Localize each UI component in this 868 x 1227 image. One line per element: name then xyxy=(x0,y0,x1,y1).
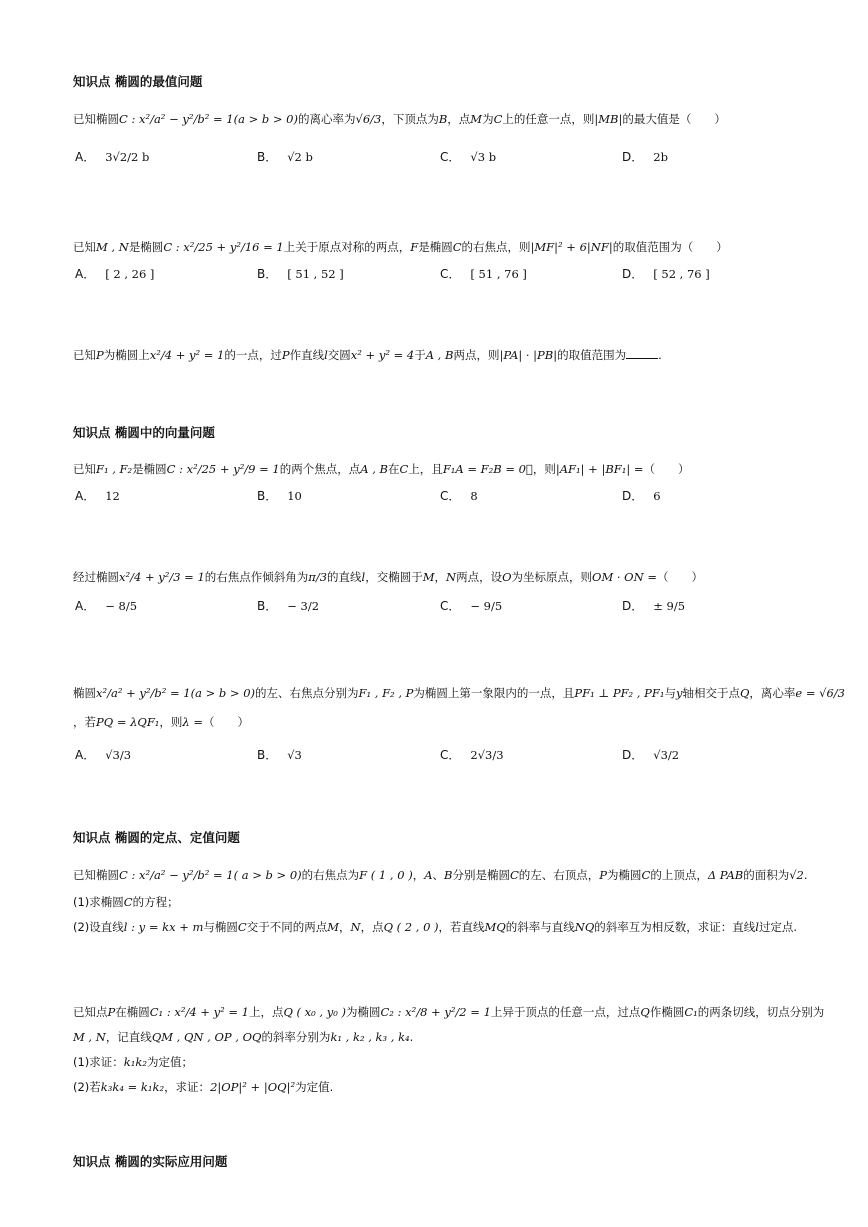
math-expr: C : x²/a² − y²/b² = 1(a > b > 0) xyxy=(119,112,298,126)
option-b[interactable]: B． √2 b xyxy=(257,150,313,164)
question-6-stem-line-2: ，若PQ = λQF₁，则λ =（ ） xyxy=(73,715,250,729)
section-title-fixed-point: 知识点 椭圆的定点、定值问题 xyxy=(73,830,240,845)
option-a[interactable]: A． [ 2 , 26 ] xyxy=(75,267,155,281)
question-7-stem: 已知椭圆C : x²/a² − y²/b² = 1( a > b > 0)的右焦点为F ( 1 , 0 )，A、B分别是椭圆C的左、右顶点，P为椭圆C的上顶点，Δ PAB的面积为√2. xyxy=(73,868,808,882)
question-5-stem: 经过椭圆x²/4 + y²/3 = 1的右焦点作倾斜角为π/3的直线l，交椭圆于M，N两点，设O为坐标原点，则OM · ON =（ ） xyxy=(73,570,703,584)
question-6-stem-line-1: 椭圆x²/a² + y²/b² = 1(a > b > 0)的左、右焦点分别为F₁ , F₂ , P为椭圆上第一象限内的一点，且PF₁ ⊥ PF₂ , PF₁与y轴相交于点Q，离心率e = √6/3 xyxy=(73,686,845,700)
section-title-extremum: 知识点 椭圆的最值问题 xyxy=(73,74,203,89)
section-title-application: 知识点 椭圆的实际应用问题 xyxy=(73,1154,228,1169)
math-expr: √6/3 xyxy=(355,112,382,126)
question-7-part-1: (1)求椭圆C的方程； xyxy=(73,895,179,909)
question-4-stem: 已知F₁ , F₂是椭圆C : x²/25 + y²/9 = 1的两个焦点，点A , B在C上，且F₁A = F₂B = 0⃗，则|AF₁| + |BF₁| =（ ） xyxy=(73,462,690,476)
question-2-stem: 已知M , N是椭圆C : x²/25 + y²/16 = 1上关于原点对称的两点，F是椭圆C的右焦点，则|MF|² + 6|NF|的取值范围为（ ） xyxy=(73,240,728,254)
option-b[interactable]: B． √3 xyxy=(257,748,302,762)
option-a[interactable]: A． 12 xyxy=(75,489,120,503)
option-c[interactable]: C． − 9/5 xyxy=(440,599,503,613)
question-8-stem-line-1: 已知点P在椭圆C₁ : x²/4 + y² = 1上，点Q ( x₀ , y₀ )为椭圆C₂ : x²/8 + y²/2 = 1上异于顶点的任意一点，过点Q作椭圆C₁的两条切线，切点分别为 xyxy=(73,1005,825,1019)
option-d[interactable]: D． 6 xyxy=(622,489,661,503)
question-1-stem: 已知椭圆C : x²/a² − y²/b² = 1(a > b > 0)的离心率为√6/3，下顶点为B，点M为C上的任意一点，则|MB|的最大值是（ ） xyxy=(73,112,726,126)
option-d[interactable]: D． 2b xyxy=(622,150,668,164)
question-8-stem-line-2: M , N，记直线QM , QN , OP , OQ的斜率分别为k₁ , k₂ , k₃ , k₄. xyxy=(73,1030,414,1044)
question-8-part-1: (1)求证：k₁k₂为定值； xyxy=(73,1055,193,1069)
option-c[interactable]: C． √3 b xyxy=(440,150,497,164)
option-d[interactable]: D． [ 52 , 76 ] xyxy=(622,267,710,281)
question-7-part-2: (2)设直线l : y = kx + m与椭圆C交于不同的两点M，N，点Q ( 2 , 0 )，若直线MQ的斜率与直线NQ的斜率互为相反数，求证：直线l过定点. xyxy=(73,920,798,934)
option-b[interactable]: B． − 3/2 xyxy=(257,599,320,613)
option-d[interactable]: D． √3/2 xyxy=(622,748,680,762)
option-a[interactable]: A． − 8/5 xyxy=(75,599,138,613)
question-8-part-2: (2)若k₃k₄ = k₁k₂，求证：2|OP|² + |OQ|²为定值. xyxy=(73,1080,334,1094)
answer-blank[interactable] xyxy=(626,346,658,359)
option-c[interactable]: C． [ 51 , 76 ] xyxy=(440,267,527,281)
section-title-vector: 知识点 椭圆中的向量问题 xyxy=(73,425,215,440)
option-b[interactable]: B． [ 51 , 52 ] xyxy=(257,267,344,281)
option-d[interactable]: D． ± 9/5 xyxy=(622,599,686,613)
option-c[interactable]: C． 8 xyxy=(440,489,478,503)
option-b[interactable]: B． 10 xyxy=(257,489,302,503)
option-a[interactable]: A． √3/3 xyxy=(75,748,132,762)
option-a[interactable]: A． 3√2/2 b xyxy=(75,150,150,164)
option-c[interactable]: C． 2√3/3 xyxy=(440,748,504,762)
question-3-stem: 已知P为椭圆上x²/4 + y² = 1的一点，过P作直线l交圆x² + y² = 4于A , B两点，则|PA| · |PB|的取值范围为 . xyxy=(73,348,662,362)
